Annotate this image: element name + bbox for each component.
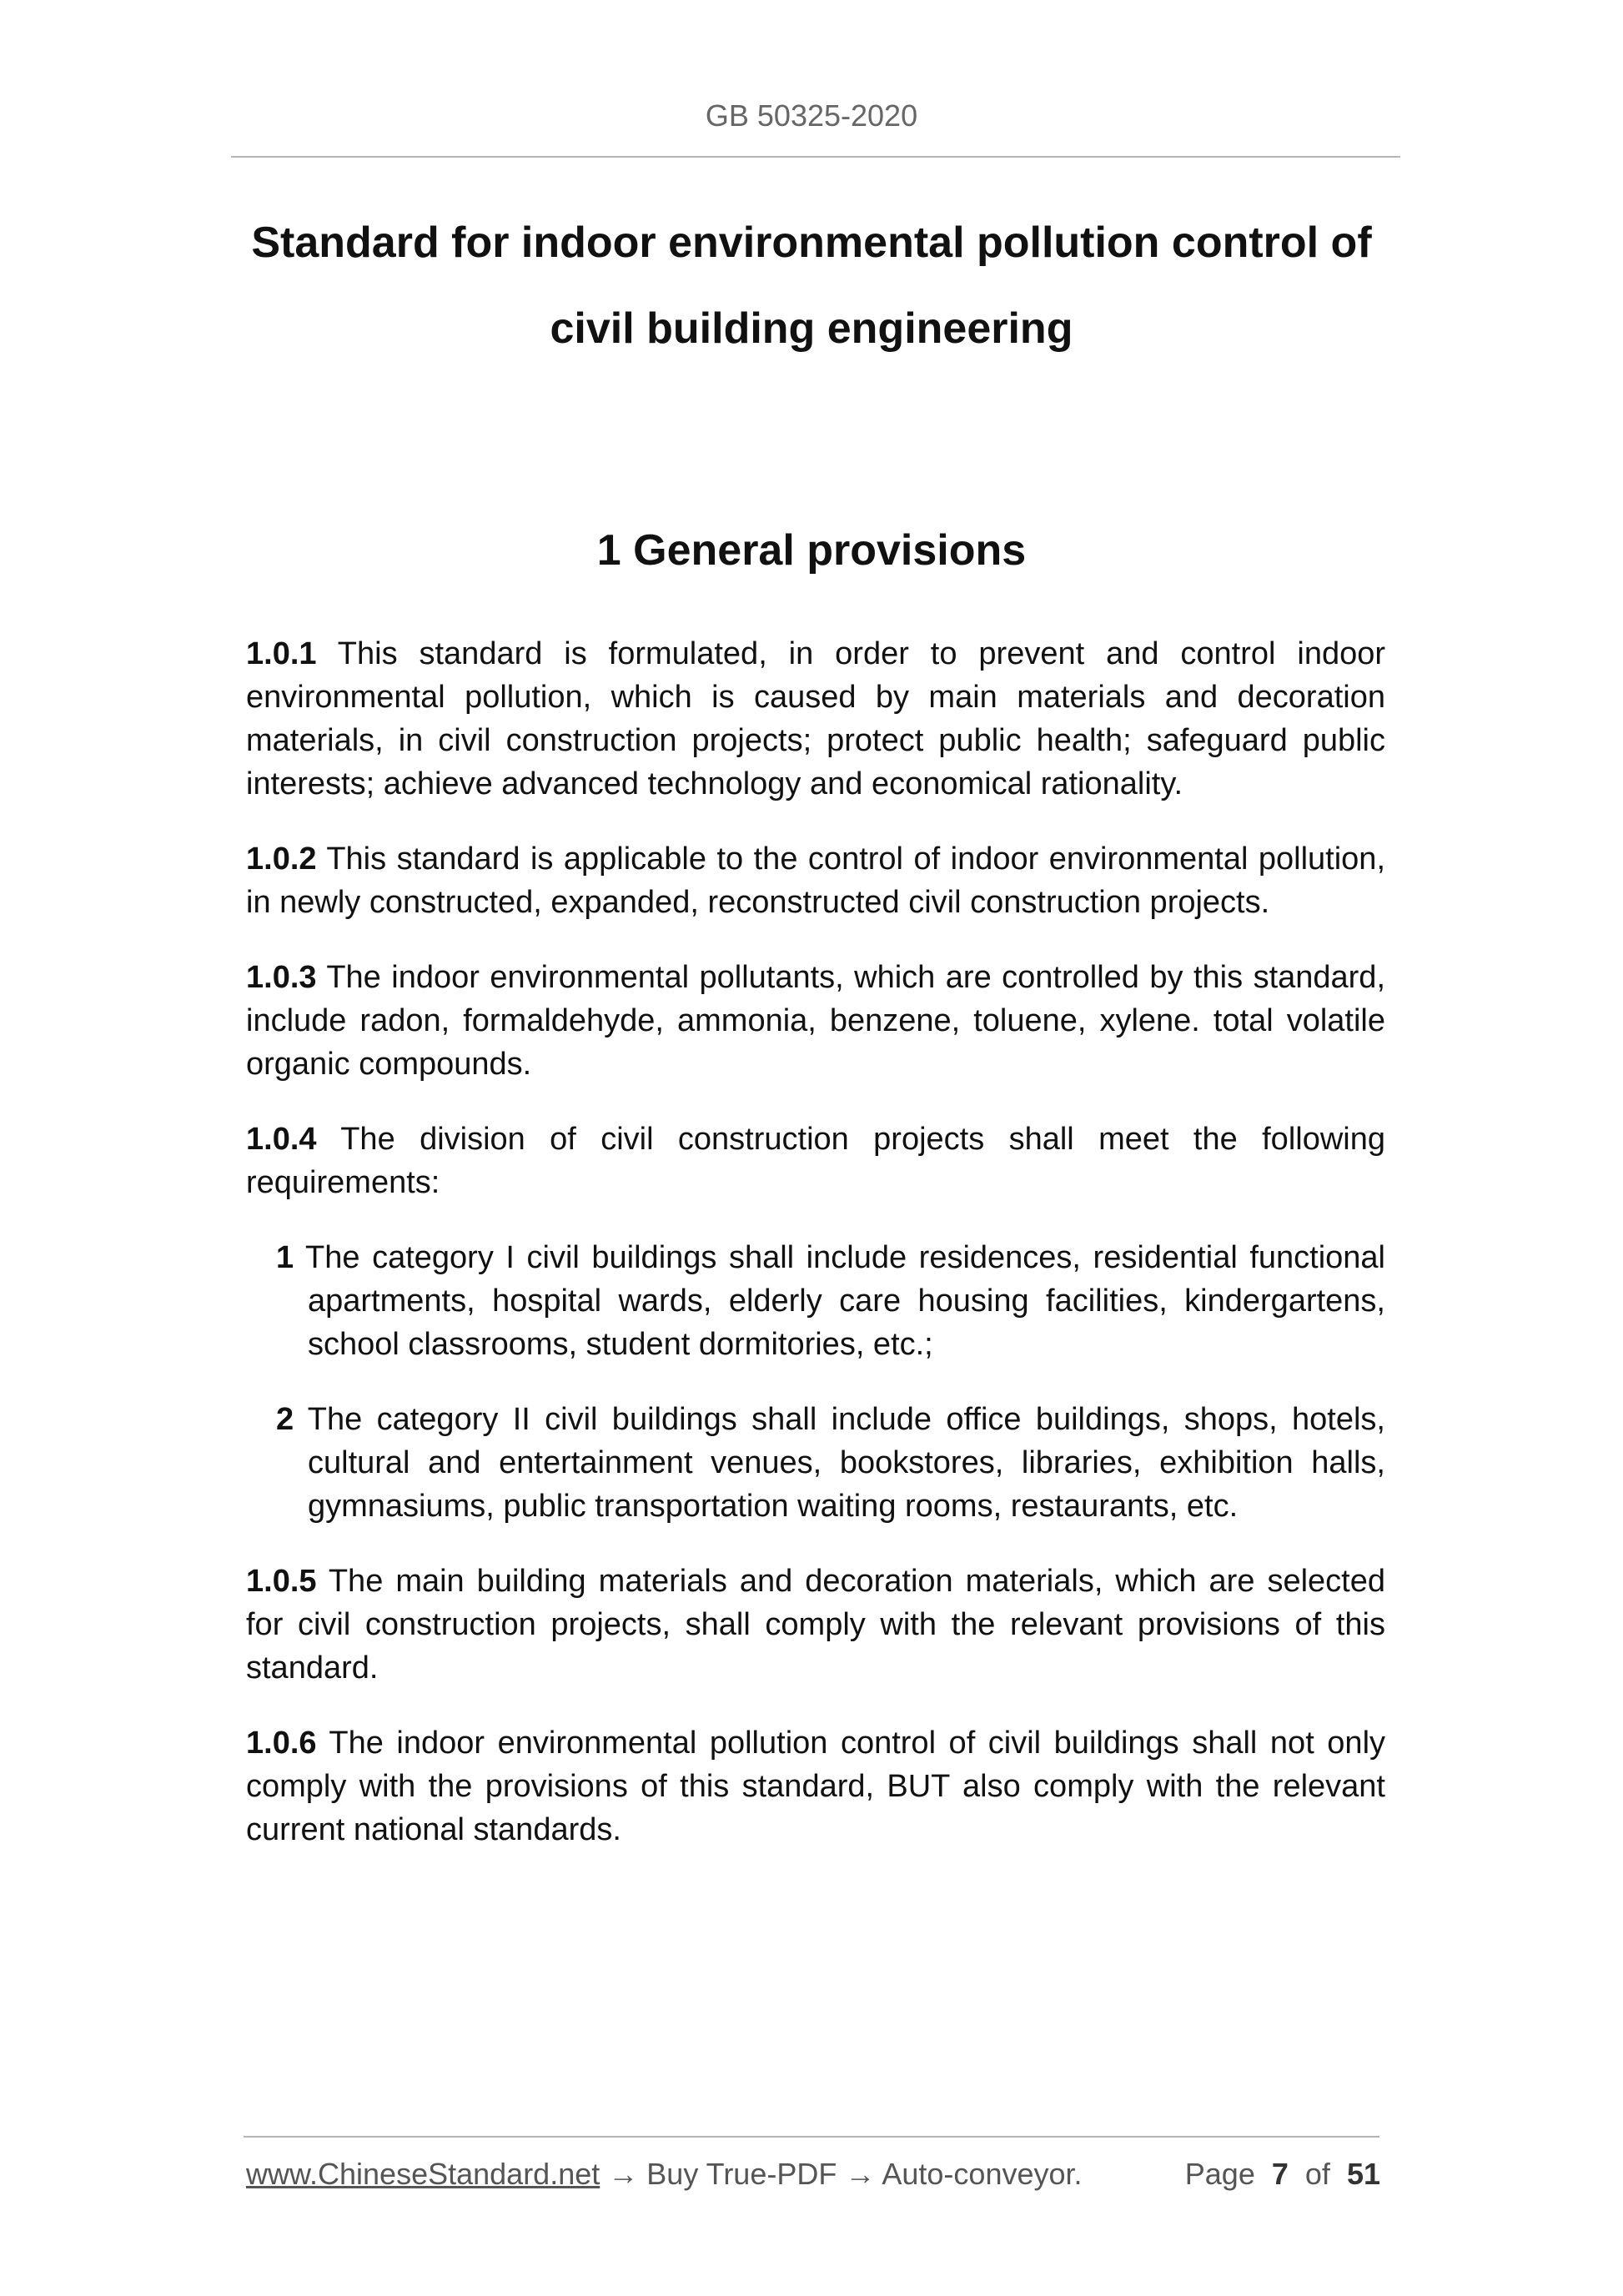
clause-1-0-1 xyxy=(246,632,1385,806)
auto-conveyor-text: Auto-conveyor. xyxy=(882,2157,1083,2191)
total-pages: 51 xyxy=(1346,2157,1380,2191)
list-item-category-1 xyxy=(276,1236,1385,1366)
clause-text: This standard is formulated, in order to prevent and control indoor environmental pollution, which is caused by main materials and decoration materials, in civil construction projects; protect public health; safeguard public interests; achieve advanced technology and economical rationality. xyxy=(246,636,1386,801)
clause-number: 1.0.6 xyxy=(246,1726,317,1761)
clause-text: The indoor environmental pollutants, which are controlled by this standard, include radon, formaldehyde, ammonia, benzene, toluene, xylene. total volatile organic compounds. xyxy=(246,960,1386,1082)
clause-number: 1.0.5 xyxy=(246,1564,317,1599)
of-label: of xyxy=(1304,2157,1330,2191)
list-item-text: The category I civil buildings shall include residences, residential functional apartments, hospital wards, elderly care housing facilities, kindergartens, school classrooms, student dormitories, etc.; xyxy=(305,1240,1385,1362)
page-footer xyxy=(246,2157,1380,2192)
clause-1-0-3 xyxy=(246,956,1385,1086)
clause-number: 1.0.4 xyxy=(246,1122,317,1157)
list-item-number: 2 xyxy=(276,1402,294,1437)
title-line-1: Standard for indoor environmental pollution control of xyxy=(251,219,1372,267)
document-title xyxy=(167,200,1456,372)
clause-1-0-4 xyxy=(246,1118,1385,1204)
arrow-icon: → xyxy=(845,2157,876,2191)
clause-text: The division of civil construction projects shall meet the following requirements: xyxy=(246,1122,1385,1200)
clause-number: 1.0.2 xyxy=(246,842,317,877)
clause-text: This standard is applicable to the control of indoor environmental pollution, in newly constructed, expanded, reconstructed civil construction projects. xyxy=(246,842,1386,920)
website-link[interactable]: www.ChineseStandard.net xyxy=(246,2157,600,2191)
list-item-number: 1 xyxy=(276,1240,294,1275)
page-header: GB 50325-2020 xyxy=(705,98,918,133)
section-heading: 1 General provisions xyxy=(596,526,1027,575)
clause-1-0-2 xyxy=(246,837,1385,924)
page-label: Page xyxy=(1184,2157,1255,2191)
clause-number: 1.0.1 xyxy=(246,636,317,671)
clause-number: 1.0.3 xyxy=(246,960,317,995)
page-number xyxy=(1185,2157,1380,2192)
arrow-icon: → xyxy=(608,2157,639,2191)
clause-text: The main building materials and decoration materials, which are selected for civil construction projects, shall comply with the relevant provisions of this standard. xyxy=(246,1564,1385,1686)
list-item-text: The category II civil buildings shall include office buildings, shops, hotels, cultural and entertainment venues, bookstores, libraries, exhibition halls, gymnasiums, public transportation waiting rooms, restaurants, etc. xyxy=(307,1402,1385,1524)
footer-divider xyxy=(244,2136,1379,2138)
clause-1-0-6 xyxy=(246,1721,1385,1851)
document-body xyxy=(246,632,1385,1883)
clause-1-0-5 xyxy=(246,1560,1385,1690)
current-page: 7 xyxy=(1271,2157,1289,2191)
header-divider xyxy=(231,156,1400,158)
buy-text: Buy True-PDF xyxy=(646,2157,837,2191)
list-item-category-2 xyxy=(276,1398,1385,1528)
clause-text: The indoor environmental pollution control of civil buildings shall not only comply with the provisions of this standard, BUT also comply with the relevant current national standards. xyxy=(246,1726,1386,1847)
title-line-2: civil building engineering xyxy=(550,304,1073,353)
